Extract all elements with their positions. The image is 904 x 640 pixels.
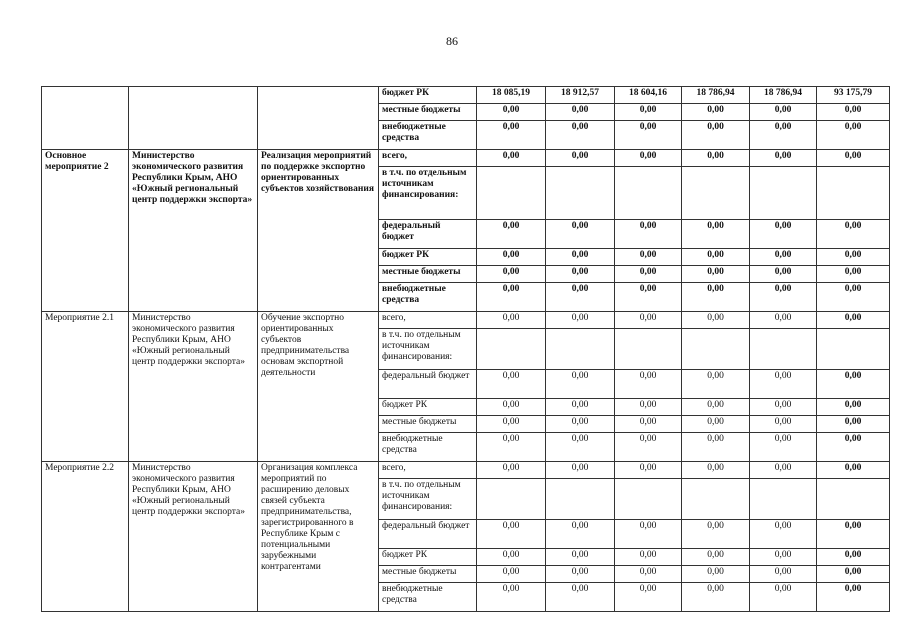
value-cell bbox=[477, 329, 546, 370]
value-cell: 0,00 bbox=[477, 399, 546, 416]
value-cell: 0,00 bbox=[750, 104, 817, 121]
total-cell: 0,00 bbox=[817, 399, 890, 416]
value-cell: 0,00 bbox=[615, 549, 682, 566]
value-cell: 0,00 bbox=[750, 399, 817, 416]
budget-table bbox=[41, 86, 890, 612]
value-cell: 0,00 bbox=[477, 462, 546, 479]
value-cell: 0,00 bbox=[477, 433, 546, 462]
value-cell: 0,00 bbox=[546, 249, 615, 266]
value-cell: 0,00 bbox=[750, 312, 817, 329]
value-cell: 0,00 bbox=[546, 399, 615, 416]
value-cell: 0,00 bbox=[477, 266, 546, 283]
funding-source: местные бюджеты bbox=[379, 416, 477, 433]
value-cell: 0,00 bbox=[615, 399, 682, 416]
table-row bbox=[42, 312, 890, 329]
value-cell: 0,00 bbox=[477, 583, 546, 612]
measure-name: Мероприятие 2.1 bbox=[42, 312, 129, 462]
value-cell: 0,00 bbox=[682, 220, 750, 249]
measure-description: Реализация мероприятий по поддержке экспортно ориентированных субъектов хозяйствования bbox=[258, 150, 379, 312]
total-cell: 0,00 bbox=[817, 283, 890, 312]
total-cell: 0,00 bbox=[817, 312, 890, 329]
total-cell bbox=[817, 329, 890, 370]
value-cell: 0,00 bbox=[615, 266, 682, 283]
value-cell: 0,00 bbox=[682, 416, 750, 433]
funding-source: внебюджетные средства bbox=[379, 121, 477, 150]
value-cell: 0,00 bbox=[682, 399, 750, 416]
value-cell: 0,00 bbox=[477, 249, 546, 266]
table-row bbox=[42, 462, 890, 479]
value-cell: 0,00 bbox=[477, 312, 546, 329]
value-cell: 0,00 bbox=[682, 549, 750, 566]
total-cell: 0,00 bbox=[817, 249, 890, 266]
value-cell: 18 912,57 bbox=[546, 87, 615, 104]
value-cell: 0,00 bbox=[750, 433, 817, 462]
value-cell: 0,00 bbox=[682, 150, 750, 167]
value-cell: 0,00 bbox=[477, 549, 546, 566]
empty-cell bbox=[129, 87, 258, 150]
value-cell: 0,00 bbox=[477, 220, 546, 249]
funding-source: всего, bbox=[379, 312, 477, 329]
total-cell: 0,00 bbox=[817, 549, 890, 566]
value-cell: 0,00 bbox=[477, 566, 546, 583]
value-cell: 0,00 bbox=[615, 249, 682, 266]
value-cell: 0,00 bbox=[477, 283, 546, 312]
value-cell: 0,00 bbox=[750, 283, 817, 312]
value-cell: 0,00 bbox=[546, 433, 615, 462]
total-cell: 0,00 bbox=[817, 520, 890, 549]
value-cell: 0,00 bbox=[546, 370, 615, 399]
value-cell: 0,00 bbox=[546, 416, 615, 433]
funding-source: в т.ч. по отдельным источникам финансирования: bbox=[379, 329, 477, 370]
funding-source: федеральный бюджет bbox=[379, 370, 477, 399]
value-cell: 0,00 bbox=[682, 583, 750, 612]
total-cell bbox=[817, 479, 890, 520]
value-cell: 18 786,94 bbox=[682, 87, 750, 104]
page-number: 86 bbox=[446, 34, 458, 48]
funding-source: местные бюджеты bbox=[379, 566, 477, 583]
value-cell: 0,00 bbox=[615, 416, 682, 433]
value-cell: 0,00 bbox=[615, 370, 682, 399]
funding-source: внебюджетные средства bbox=[379, 283, 477, 312]
value-cell: 0,00 bbox=[615, 520, 682, 549]
measure-description: Обучение экспортно ориентированных субъектов предпринимательства основам экспортной деятельности bbox=[258, 312, 379, 462]
value-cell bbox=[750, 329, 817, 370]
value-cell: 0,00 bbox=[682, 520, 750, 549]
total-cell: 0,00 bbox=[817, 220, 890, 249]
value-cell: 0,00 bbox=[615, 104, 682, 121]
responsible-executor: Министерство экономического развития Республики Крым, АНО «Южный региональный центр поддержки экспорта» bbox=[129, 462, 258, 612]
total-cell: 0,00 bbox=[817, 104, 890, 121]
funding-source: бюджет РК bbox=[379, 87, 477, 104]
total-cell: 0,00 bbox=[817, 150, 890, 167]
value-cell: 0,00 bbox=[682, 104, 750, 121]
value-cell: 0,00 bbox=[546, 462, 615, 479]
value-cell: 0,00 bbox=[615, 121, 682, 150]
value-cell: 0,00 bbox=[615, 283, 682, 312]
value-cell: 0,00 bbox=[682, 433, 750, 462]
value-cell: 0,00 bbox=[750, 266, 817, 283]
value-cell: 0,00 bbox=[615, 433, 682, 462]
value-cell: 0,00 bbox=[477, 416, 546, 433]
funding-source: местные бюджеты bbox=[379, 104, 477, 121]
value-cell bbox=[615, 167, 682, 220]
value-cell: 0,00 bbox=[750, 583, 817, 612]
value-cell: 0,00 bbox=[546, 583, 615, 612]
value-cell: 0,00 bbox=[615, 583, 682, 612]
value-cell bbox=[546, 479, 615, 520]
value-cell: 0,00 bbox=[477, 104, 546, 121]
funding-source: федеральный бюджет bbox=[379, 220, 477, 249]
empty-cell bbox=[42, 87, 129, 150]
value-cell: 0,00 bbox=[477, 150, 546, 167]
value-cell: 0,00 bbox=[546, 549, 615, 566]
value-cell: 0,00 bbox=[477, 370, 546, 399]
value-cell: 0,00 bbox=[546, 566, 615, 583]
value-cell bbox=[750, 167, 817, 220]
value-cell: 0,00 bbox=[682, 370, 750, 399]
value-cell: 0,00 bbox=[546, 283, 615, 312]
total-cell: 93 175,79 bbox=[817, 87, 890, 104]
value-cell: 0,00 bbox=[546, 520, 615, 549]
measure-description: Организация комплекса мероприятий по расширению деловых связей субъекта предпринимательства, зарегистрированного в Республике Крым с потенциальными зарубежными контрагентами bbox=[258, 462, 379, 612]
value-cell bbox=[615, 329, 682, 370]
measure-name: Мероприятие 2.2 bbox=[42, 462, 129, 612]
value-cell: 0,00 bbox=[750, 150, 817, 167]
total-cell: 0,00 bbox=[817, 462, 890, 479]
value-cell: 0,00 bbox=[750, 249, 817, 266]
total-cell: 0,00 bbox=[817, 433, 890, 462]
value-cell: 0,00 bbox=[750, 549, 817, 566]
total-cell bbox=[817, 167, 890, 220]
value-cell: 0,00 bbox=[750, 416, 817, 433]
value-cell bbox=[750, 479, 817, 520]
value-cell: 0,00 bbox=[546, 150, 615, 167]
funding-source: бюджет РК bbox=[379, 249, 477, 266]
value-cell: 0,00 bbox=[546, 121, 615, 150]
value-cell: 0,00 bbox=[682, 462, 750, 479]
value-cell: 18 085,19 bbox=[477, 87, 546, 104]
total-cell: 0,00 bbox=[817, 266, 890, 283]
value-cell bbox=[546, 329, 615, 370]
funding-source: федеральный бюджет bbox=[379, 520, 477, 549]
value-cell: 0,00 bbox=[750, 462, 817, 479]
value-cell: 0,00 bbox=[682, 283, 750, 312]
responsible-executor: Министерство экономического развития Республики Крым, АНО «Южный региональный центр поддержки экспорта» bbox=[129, 312, 258, 462]
empty-cell bbox=[258, 87, 379, 150]
value-cell bbox=[477, 167, 546, 220]
funding-source: бюджет РК bbox=[379, 549, 477, 566]
value-cell: 0,00 bbox=[750, 370, 817, 399]
funding-source: бюджет РК bbox=[379, 399, 477, 416]
value-cell: 0,00 bbox=[615, 462, 682, 479]
measure-name: Основное мероприятие 2 bbox=[42, 150, 129, 312]
value-cell: 0,00 bbox=[750, 121, 817, 150]
value-cell: 0,00 bbox=[615, 150, 682, 167]
value-cell bbox=[682, 329, 750, 370]
total-cell: 0,00 bbox=[817, 583, 890, 612]
value-cell: 0,00 bbox=[682, 266, 750, 283]
value-cell: 0,00 bbox=[750, 220, 817, 249]
value-cell: 0,00 bbox=[682, 249, 750, 266]
value-cell bbox=[546, 167, 615, 220]
funding-source: в т.ч. по отдельным источникам финансирования: bbox=[379, 167, 477, 220]
funding-source: в т.ч. по отдельным источникам финансирования: bbox=[379, 479, 477, 520]
value-cell bbox=[682, 479, 750, 520]
value-cell: 0,00 bbox=[546, 220, 615, 249]
value-cell: 0,00 bbox=[750, 566, 817, 583]
value-cell: 0,00 bbox=[546, 104, 615, 121]
value-cell: 0,00 bbox=[477, 520, 546, 549]
total-cell: 0,00 bbox=[817, 370, 890, 399]
value-cell: 0,00 bbox=[750, 520, 817, 549]
value-cell: 0,00 bbox=[682, 121, 750, 150]
responsible-executor: Министерство экономического развития Республики Крым, АНО «Южный региональный центр поддержки экспорта» bbox=[129, 150, 258, 312]
value-cell bbox=[615, 479, 682, 520]
value-cell: 0,00 bbox=[546, 312, 615, 329]
value-cell bbox=[477, 479, 546, 520]
funding-source: всего, bbox=[379, 150, 477, 167]
total-cell: 0,00 bbox=[817, 566, 890, 583]
value-cell: 18 604,16 bbox=[615, 87, 682, 104]
total-cell: 0,00 bbox=[817, 121, 890, 150]
value-cell: 0,00 bbox=[477, 121, 546, 150]
funding-source: всего, bbox=[379, 462, 477, 479]
total-cell: 0,00 bbox=[817, 416, 890, 433]
table-row bbox=[42, 150, 890, 167]
funding-source: внебюджетные средства bbox=[379, 583, 477, 612]
value-cell: 0,00 bbox=[546, 266, 615, 283]
funding-source: местные бюджеты bbox=[379, 266, 477, 283]
table-row bbox=[42, 87, 890, 104]
value-cell: 0,00 bbox=[682, 566, 750, 583]
value-cell: 0,00 bbox=[682, 312, 750, 329]
funding-source: внебюджетные средства bbox=[379, 433, 477, 462]
value-cell: 0,00 bbox=[615, 312, 682, 329]
value-cell: 0,00 bbox=[615, 566, 682, 583]
value-cell bbox=[682, 167, 750, 220]
value-cell: 18 786,94 bbox=[750, 87, 817, 104]
value-cell: 0,00 bbox=[615, 220, 682, 249]
